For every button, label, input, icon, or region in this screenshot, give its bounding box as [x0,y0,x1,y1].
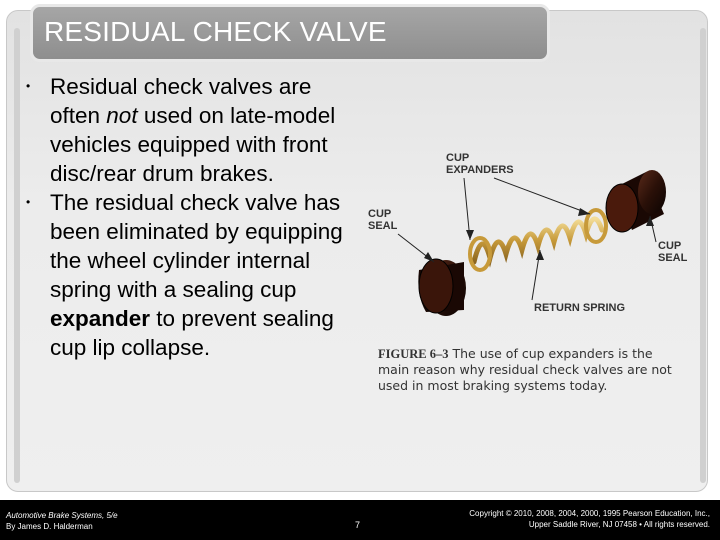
label-cup-seal-right [658,240,687,264]
label-line: CUP [368,208,392,220]
footer-book-info [6,510,118,532]
bullet-2-strong: expander [50,306,151,331]
bullet-2-pre: The residual check valve has been eliminated by equipping the wheel cylinder internal spring with a sealing cup [50,190,343,302]
copyright-line-2: Upper Saddle River, NJ 07458 • All rights reserved. [528,520,710,529]
label-cup-seal-left [368,208,397,232]
caption-text: The use of cup expanders is the main reason why residual check valves are not used in most braking systems today. [378,346,672,393]
label-line: EXPANDERS [446,164,514,176]
figure-cup-expander [364,150,706,330]
bullet-list [20,72,360,362]
bullet-2-post: to prevent sealing cup lip collapse. [50,306,334,360]
footer-author: By James D. Halderman [6,522,93,531]
slide-title: RESIDUAL CHECK VALVE [44,16,387,47]
copyright-line-1: Copyright © 2010, 2008, 2004, 2000, 1995 Pearson Education, Inc., [469,509,710,518]
footer-book-title: Automotive Brake Systems, 5/e [6,511,118,520]
footer-bar [0,500,720,540]
label-return-spring: RETURN SPRING [534,302,626,314]
label-line: CUP [658,240,682,252]
figure-caption [378,346,678,394]
bullet-dot: • [26,79,31,93]
cup-seal-right-shape [606,170,666,232]
bullet-1-pre: Residual check valves are often [50,74,312,128]
bullet-1-post: used on late-model vehicles equipped with front disc/rear drum brakes. [50,103,336,186]
page-number: 7 [355,520,361,530]
label-line: SEAL [368,220,398,232]
footer-copyright [469,508,710,530]
bullet-1-emphasis: not [106,103,138,128]
figure-number: FIGURE 6–3 [378,347,449,361]
label-cup-expanders [446,152,514,176]
bullet-item-1 [20,72,360,188]
bullet-dot: • [26,195,31,209]
cup-seal-left-shape [418,259,466,316]
bullet-item-2 [20,188,360,362]
label-line: CUP [446,152,470,164]
label-line: SEAL [658,252,688,264]
